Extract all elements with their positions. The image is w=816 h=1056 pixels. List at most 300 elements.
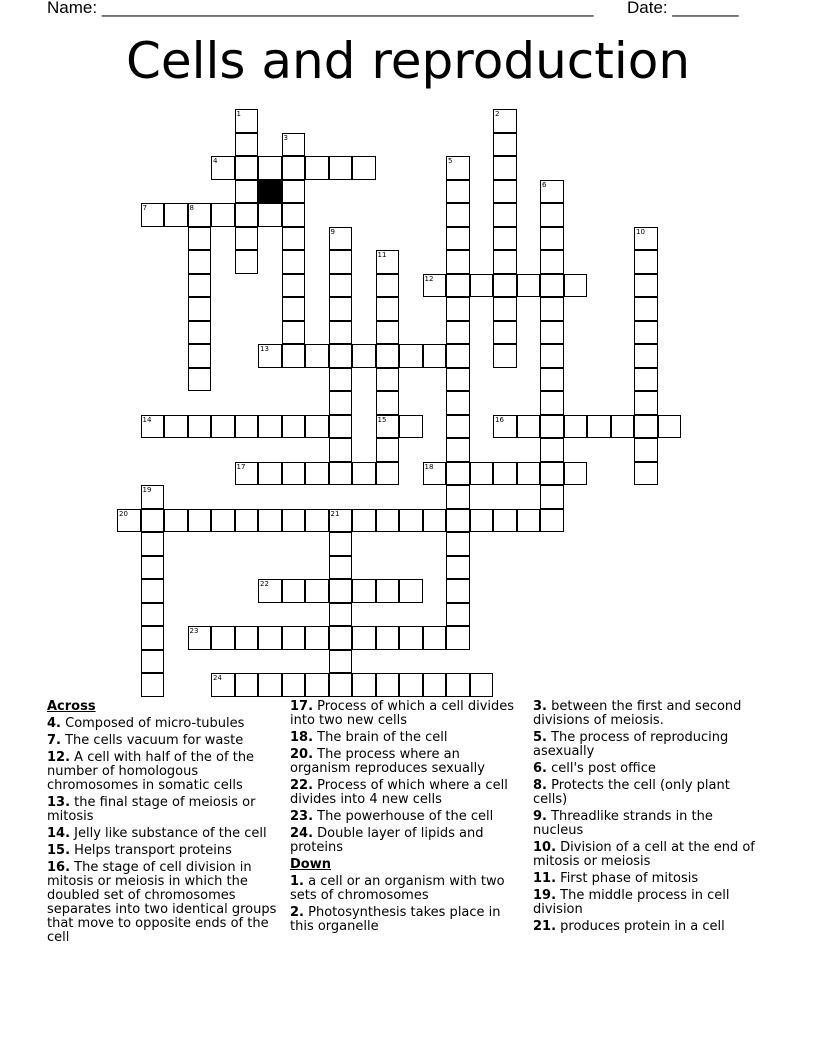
grid-cell[interactable]	[540, 203, 564, 227]
grid-cell[interactable]	[164, 415, 188, 439]
clue-item-number: 8.	[533, 778, 547, 793]
grid-cell[interactable]	[540, 321, 564, 345]
grid-cell[interactable]	[540, 485, 564, 509]
grid-cell[interactable]	[282, 579, 306, 603]
grid-cell[interactable]	[141, 509, 165, 533]
grid-cell[interactable]	[540, 368, 564, 392]
grid-cell[interactable]	[376, 368, 400, 392]
grid-cell[interactable]	[376, 673, 400, 697]
grid-cell[interactable]	[540, 297, 564, 321]
grid-cell[interactable]	[235, 415, 259, 439]
grid-cell[interactable]	[423, 626, 447, 650]
grid-cell[interactable]	[634, 297, 658, 321]
clue-item-number: 23.	[290, 809, 314, 824]
grid-cell[interactable]	[446, 391, 470, 415]
date-blank[interactable]: _______	[672, 0, 739, 17]
grid-cell[interactable]	[446, 579, 470, 603]
grid-cell[interactable]	[493, 227, 517, 251]
grid-cell[interactable]	[376, 626, 400, 650]
clue-item	[290, 748, 520, 776]
grid-cell[interactable]	[282, 321, 306, 345]
grid-cell[interactable]	[211, 673, 235, 697]
grid-cell[interactable]	[141, 532, 165, 556]
grid-cell[interactable]	[634, 274, 658, 298]
clue-item-text: The cells vacuum for waste	[60, 733, 244, 748]
clue-item	[533, 889, 758, 917]
clue-item-number: 19.	[533, 888, 557, 903]
grid-cell[interactable]	[352, 509, 376, 533]
grid-cell[interactable]	[352, 579, 376, 603]
grid-cell[interactable]	[517, 509, 541, 533]
grid-cell[interactable]	[282, 227, 306, 251]
clue-item-number: 13.	[47, 795, 71, 810]
clue-item-text: Division of a cell at the end of mitosis or meiosis	[533, 840, 755, 869]
grid-cell[interactable]	[329, 556, 353, 580]
grid-cell[interactable]	[282, 250, 306, 274]
grid-cell-blocked	[258, 180, 282, 204]
grid-cell[interactable]	[282, 344, 306, 368]
grid-cell[interactable]	[493, 415, 517, 439]
grid-cell[interactable]	[141, 603, 165, 627]
grid-cell[interactable]	[493, 156, 517, 180]
grid-cell[interactable]	[329, 626, 353, 650]
clue-item	[290, 875, 520, 903]
clue-item-text: cell's post office	[546, 761, 656, 776]
grid-cell[interactable]	[446, 297, 470, 321]
clues-column-2	[290, 700, 520, 937]
grid-cell[interactable]	[634, 344, 658, 368]
grid-cell[interactable]	[376, 579, 400, 603]
clue-item	[47, 844, 277, 858]
clue-item	[47, 861, 277, 945]
grid-cell[interactable]	[188, 626, 212, 650]
grid-cell[interactable]	[282, 626, 306, 650]
clue-item	[533, 731, 758, 759]
clue-item-text: a cell or an organism with two sets of chromosomes	[290, 874, 505, 903]
grid-cell[interactable]	[540, 415, 564, 439]
grid-cell[interactable]	[305, 626, 329, 650]
grid-cell[interactable]	[329, 603, 353, 627]
grid-cell[interactable]	[446, 485, 470, 509]
clue-item	[533, 779, 758, 807]
grid-cell[interactable]	[282, 415, 306, 439]
clue-item-text: The middle process in cell division	[533, 888, 730, 917]
grid-cell[interactable]	[493, 321, 517, 345]
grid-cell[interactable]	[376, 321, 400, 345]
grid-cell[interactable]	[235, 180, 259, 204]
grid-cell[interactable]	[446, 227, 470, 251]
clue-item-number: 6.	[533, 761, 547, 776]
grid-cell[interactable]	[352, 626, 376, 650]
grid-cell[interactable]	[564, 415, 588, 439]
clue-item-number: 1.	[290, 874, 304, 889]
clue-item	[47, 751, 277, 793]
grid-cell[interactable]	[329, 673, 353, 697]
clue-number: 22	[260, 580, 269, 588]
grid-cell[interactable]	[540, 227, 564, 251]
grid-cell[interactable]	[188, 509, 212, 533]
grid-cell[interactable]	[564, 462, 588, 486]
date-label: Date:	[627, 0, 668, 17]
clue-item-text: Double layer of lipids and proteins	[290, 826, 484, 855]
clue-item-text: Process of which where a cell divides into 4 new cells	[290, 778, 508, 807]
grid-cell[interactable]	[423, 673, 447, 697]
grid-cell[interactable]	[188, 368, 212, 392]
clue-item-text: Helps transport proteins	[70, 843, 232, 858]
clue-item	[533, 872, 758, 886]
clue-number: 19	[142, 486, 152, 494]
grid-cell[interactable]	[352, 462, 376, 486]
grid-cell[interactable]	[211, 509, 235, 533]
clue-item	[533, 920, 758, 934]
clue-item-number: 3.	[533, 699, 547, 714]
clue-number: 21	[330, 509, 340, 518]
grid-cell[interactable]	[141, 556, 165, 580]
grid-cell[interactable]	[329, 415, 353, 439]
grid-cell[interactable]	[399, 579, 423, 603]
grid-cell[interactable]	[634, 438, 658, 462]
clue-item	[290, 731, 520, 745]
grid-cell[interactable]	[282, 274, 306, 298]
clue-item	[290, 700, 520, 728]
clue-item-number: 14.	[47, 826, 71, 841]
clue-item	[47, 827, 277, 841]
clue-item-text: The powerhouse of the cell	[313, 809, 494, 824]
grid-cell[interactable]	[423, 274, 447, 298]
grid-cell[interactable]	[399, 344, 423, 368]
grid-cell[interactable]	[235, 203, 259, 227]
grid-cell[interactable]	[493, 509, 517, 533]
grid-cell[interactable]	[305, 673, 329, 697]
grid-cell[interactable]	[141, 650, 165, 674]
grid-cell[interactable]	[446, 509, 470, 533]
grid-cell[interactable]	[188, 297, 212, 321]
clue-number: 3	[283, 133, 288, 142]
clue-number: 7	[142, 204, 147, 212]
grid-cell[interactable]	[235, 133, 259, 157]
clue-item-number: 20.	[290, 747, 314, 762]
grid-cell[interactable]	[493, 274, 517, 298]
grid-cell[interactable]	[658, 415, 682, 439]
grid-cell[interactable]	[634, 321, 658, 345]
grid-cell[interactable]	[141, 673, 165, 697]
grid-cell[interactable]	[470, 509, 494, 533]
grid-cell[interactable]	[634, 462, 658, 486]
clue-number: 14	[142, 415, 152, 424]
grid-cell[interactable]	[329, 462, 353, 486]
grid-cell[interactable]	[329, 368, 353, 392]
grid-cell[interactable]	[258, 344, 282, 368]
grid-cell[interactable]	[540, 250, 564, 274]
grid-cell[interactable]	[470, 462, 494, 486]
grid-cell[interactable]	[188, 321, 212, 345]
clue-item	[533, 700, 758, 728]
grid-cell[interactable]	[211, 626, 235, 650]
clues-heading: Down	[290, 857, 331, 872]
grid-cell[interactable]	[329, 297, 353, 321]
grid-cell[interactable]	[329, 650, 353, 674]
clue-item	[290, 810, 520, 824]
clue-item-text: Process of which a cell divides into two new cells	[290, 699, 515, 728]
clue-item	[290, 779, 520, 807]
grid-cell[interactable]	[188, 344, 212, 368]
grid-cell[interactable]	[470, 274, 494, 298]
grid-cell[interactable]	[329, 274, 353, 298]
grid-cell[interactable]	[564, 274, 588, 298]
grid-cell[interactable]	[446, 368, 470, 392]
grid-cell[interactable]	[282, 203, 306, 227]
grid-cell[interactable]	[329, 156, 353, 180]
grid-cell[interactable]	[329, 438, 353, 462]
grid-cell[interactable]	[399, 509, 423, 533]
grid-cell[interactable]	[376, 462, 400, 486]
grid-cell[interactable]	[517, 462, 541, 486]
grid-cell[interactable]	[634, 250, 658, 274]
grid-cell[interactable]	[235, 462, 259, 486]
clue-item-number: 2.	[290, 905, 304, 920]
grid-cell[interactable]	[423, 462, 447, 486]
grid-cell[interactable]	[305, 462, 329, 486]
grid-cell[interactable]	[188, 227, 212, 251]
grid-cell[interactable]	[235, 626, 259, 650]
grid-cell[interactable]	[141, 485, 165, 509]
grid-cell[interactable]	[399, 673, 423, 697]
grid-cell[interactable]	[305, 415, 329, 439]
clue-item-number: 17.	[290, 699, 314, 714]
clue-number: 10	[636, 227, 645, 236]
clue-item-number: 9.	[533, 809, 547, 824]
grid-cell[interactable]	[611, 415, 635, 439]
clue-number: 8	[189, 204, 194, 212]
grid-cell[interactable]	[329, 227, 353, 251]
clue-number: 1	[236, 110, 241, 118]
grid-cell[interactable]	[305, 344, 329, 368]
clue-item-text: First phase of mitosis	[556, 871, 699, 886]
grid-cell[interactable]	[282, 133, 306, 157]
grid-cell[interactable]	[235, 250, 259, 274]
grid-cell[interactable]	[446, 673, 470, 697]
grid-cell[interactable]	[258, 673, 282, 697]
clue-item	[47, 717, 277, 731]
clue-item-text: The process of reproducing asexually	[533, 730, 729, 759]
grid-cell[interactable]	[117, 509, 141, 533]
grid-cell[interactable]	[282, 509, 306, 533]
grid-cell[interactable]	[188, 274, 212, 298]
grid-cell[interactable]	[376, 438, 400, 462]
grid-cell[interactable]	[493, 133, 517, 157]
clue-number: 4	[213, 157, 218, 165]
clue-number: 24	[213, 674, 222, 682]
grid-cell[interactable]	[493, 344, 517, 368]
grid-cell[interactable]	[376, 509, 400, 533]
grid-cell[interactable]	[493, 203, 517, 227]
clue-item-text: The stage of cell division in mitosis or meiosis in which the doubled set of chromosomes separates into two identical groups that move to opposite ends of the cell	[47, 860, 277, 945]
grid-cell[interactable]	[235, 509, 259, 533]
grid-cell[interactable]	[141, 626, 165, 650]
page-title: Cells and reproduction	[125, 32, 691, 90]
grid-cell[interactable]	[446, 626, 470, 650]
grid-cell[interactable]	[352, 673, 376, 697]
clue-item-number: 12.	[47, 750, 71, 765]
name-label: Name:	[47, 0, 98, 17]
clue-number: 20	[119, 509, 128, 518]
grid-cell[interactable]	[446, 556, 470, 580]
clue-item	[533, 762, 758, 776]
clue-item-number: 15.	[47, 843, 71, 858]
clue-item-number: 10.	[533, 840, 557, 855]
grid-cell[interactable]	[329, 250, 353, 274]
clue-item	[533, 841, 758, 869]
grid-cell[interactable]	[493, 250, 517, 274]
grid-cell[interactable]	[235, 109, 259, 133]
grid-cell[interactable]	[493, 462, 517, 486]
grid-cell[interactable]	[540, 438, 564, 462]
grid-cell[interactable]	[517, 274, 541, 298]
clue-item-number: 18.	[290, 730, 314, 745]
clue-item-number: 21.	[533, 919, 557, 934]
grid-cell[interactable]	[282, 180, 306, 204]
grid-cell[interactable]	[329, 321, 353, 345]
grid-cell[interactable]	[540, 274, 564, 298]
grid-cell[interactable]	[352, 344, 376, 368]
grid-cell[interactable]	[446, 274, 470, 298]
grid-cell[interactable]	[587, 415, 611, 439]
grid-cell[interactable]	[446, 344, 470, 368]
grid-cell[interactable]	[446, 438, 470, 462]
grid-cell[interactable]	[141, 203, 165, 227]
grid-cell[interactable]	[446, 603, 470, 627]
grid-cell[interactable]	[446, 180, 470, 204]
clue-item	[47, 796, 277, 824]
grid-cell[interactable]	[258, 462, 282, 486]
grid-cell[interactable]	[376, 250, 400, 274]
grid-cell[interactable]	[540, 462, 564, 486]
grid-cell[interactable]	[235, 156, 259, 180]
clue-item-text: The brain of the cell	[313, 730, 448, 745]
grid-cell[interactable]	[376, 391, 400, 415]
grid-cell[interactable]	[540, 344, 564, 368]
grid-cell[interactable]	[446, 321, 470, 345]
grid-cell[interactable]	[235, 673, 259, 697]
grid-cell[interactable]	[493, 180, 517, 204]
grid-cell[interactable]	[470, 673, 494, 697]
clue-item-text: produces protein in a cell	[556, 919, 725, 934]
grid-cell[interactable]	[399, 415, 423, 439]
grid-cell[interactable]	[141, 579, 165, 603]
grid-cell[interactable]	[282, 156, 306, 180]
clue-item-text: Threadlike strands in the nucleus	[533, 809, 713, 838]
grid-cell[interactable]	[540, 391, 564, 415]
grid-cell[interactable]	[446, 462, 470, 486]
clue-number: 18	[424, 462, 434, 471]
clue-item-number: 5.	[533, 730, 547, 745]
grid-cell[interactable]	[258, 509, 282, 533]
grid-cell[interactable]	[305, 579, 329, 603]
clue-number: 16	[495, 415, 504, 424]
grid-cell[interactable]	[329, 579, 353, 603]
grid-cell[interactable]	[493, 297, 517, 321]
grid-cell[interactable]	[446, 203, 470, 227]
grid-cell[interactable]	[517, 415, 541, 439]
grid-cell[interactable]	[446, 156, 470, 180]
grid-cell[interactable]	[446, 415, 470, 439]
clue-number: 12	[424, 274, 434, 283]
grid-cell[interactable]	[258, 579, 282, 603]
grid-cell[interactable]	[376, 274, 400, 298]
clue-number: 15	[377, 415, 387, 424]
grid-cell[interactable]	[282, 673, 306, 697]
grid-cell[interactable]	[188, 250, 212, 274]
grid-cell[interactable]	[235, 227, 259, 251]
clue-number: 9	[330, 227, 335, 236]
grid-cell[interactable]	[258, 626, 282, 650]
grid-cell[interactable]	[634, 415, 658, 439]
clue-item-text: Photosynthesis takes place in this organelle	[290, 905, 501, 934]
grid-cell[interactable]	[211, 415, 235, 439]
grid-cell[interactable]	[446, 250, 470, 274]
clue-item	[290, 906, 520, 934]
grid-cell[interactable]	[282, 297, 306, 321]
clue-item-text: Protects the cell (only plant cells)	[533, 778, 730, 807]
clue-number: 17	[236, 462, 246, 471]
grid-cell[interactable]	[329, 344, 353, 368]
grid-cell[interactable]	[188, 203, 212, 227]
clues-column-3	[533, 700, 758, 937]
grid-cell[interactable]	[376, 415, 400, 439]
clue-number: 6	[542, 180, 547, 189]
clue-number: 23	[189, 627, 199, 635]
grid-cell[interactable]	[141, 415, 165, 439]
grid-cell[interactable]	[376, 297, 400, 321]
grid-cell[interactable]	[305, 156, 329, 180]
grid-cell[interactable]	[258, 156, 282, 180]
grid-cell[interactable]	[352, 156, 376, 180]
clue-item-text: A cell with half of the of the number of homologous chromosomes in somatic cells	[47, 750, 255, 793]
clue-item	[47, 734, 277, 748]
clue-number: 2	[495, 110, 500, 118]
grid-cell[interactable]	[423, 509, 447, 533]
grid-cell[interactable]	[423, 344, 447, 368]
clue-item-number: 4.	[47, 716, 61, 731]
grid-cell[interactable]	[258, 415, 282, 439]
grid-cell[interactable]	[540, 509, 564, 533]
grid-cell[interactable]	[634, 391, 658, 415]
grid-cell[interactable]	[305, 509, 329, 533]
grid-cell[interactable]	[188, 415, 212, 439]
clue-item-number: 24.	[290, 826, 314, 841]
grid-cell[interactable]	[634, 227, 658, 251]
grid-cell[interactable]	[282, 462, 306, 486]
grid-cell[interactable]	[258, 203, 282, 227]
clue-item-number: 22.	[290, 778, 314, 793]
grid-cell[interactable]	[446, 532, 470, 556]
grid-cell[interactable]	[376, 344, 400, 368]
grid-cell[interactable]	[634, 368, 658, 392]
name-blank[interactable]: ____________________________________________________	[101, 0, 594, 17]
grid-cell[interactable]	[399, 626, 423, 650]
grid-cell[interactable]	[211, 156, 235, 180]
clue-item-number: 16.	[47, 860, 71, 875]
grid-cell[interactable]	[540, 180, 564, 204]
grid-cell[interactable]	[493, 109, 517, 133]
clue-item-text: Composed of micro-tubules	[60, 716, 245, 731]
grid-cell[interactable]	[164, 509, 188, 533]
grid-cell[interactable]	[329, 391, 353, 415]
grid-cell[interactable]	[329, 532, 353, 556]
grid-cell[interactable]	[211, 203, 235, 227]
grid-cell[interactable]	[164, 203, 188, 227]
grid-cell[interactable]	[329, 509, 353, 533]
